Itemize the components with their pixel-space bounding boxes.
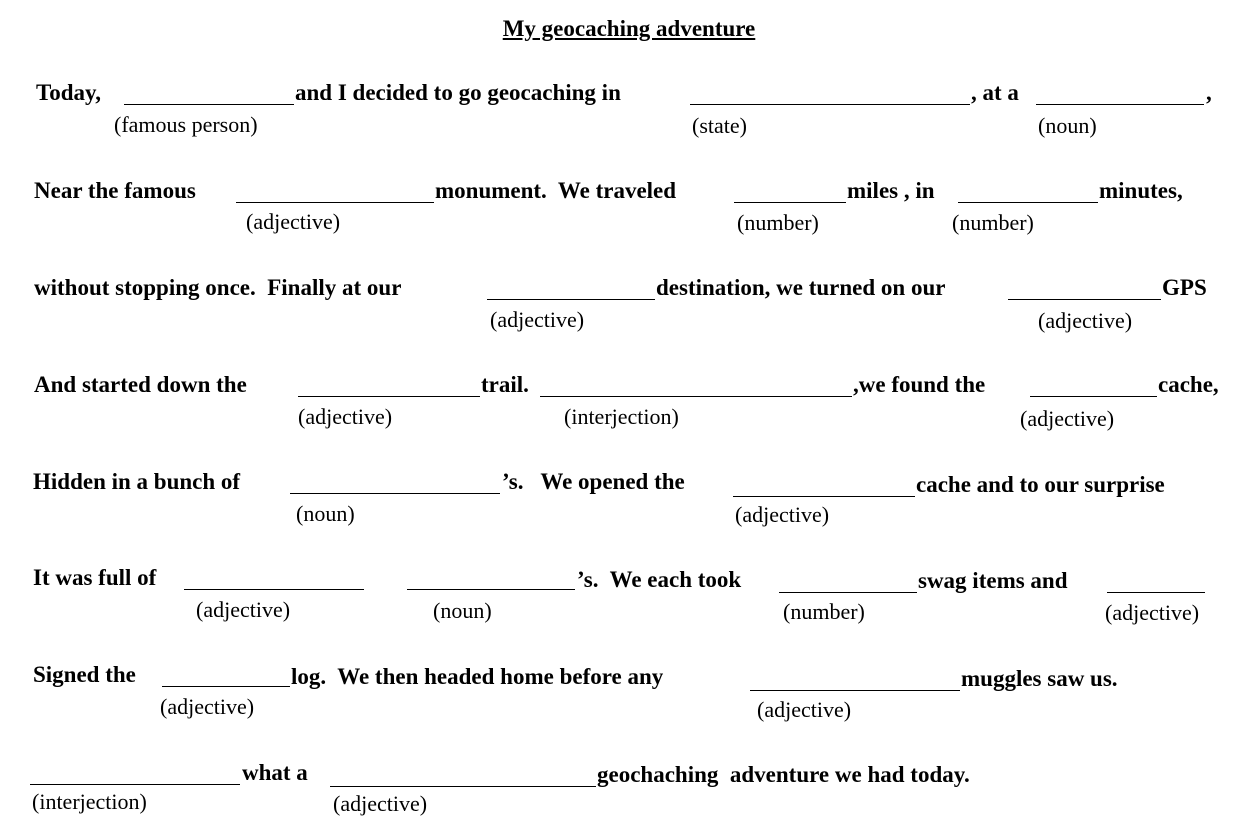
- hint-noun-1: (noun): [1038, 113, 1097, 138]
- line7-text-3: muggles saw us.: [961, 666, 1118, 691]
- line6-text-1: It was full of: [33, 565, 157, 590]
- line4-text-2: trail.: [481, 372, 529, 397]
- blank-adjective-2[interactable]: [487, 299, 655, 300]
- blank-state[interactable]: [690, 104, 970, 105]
- line3-text-2: destination, we turned on our: [656, 275, 946, 300]
- line2-text-2: monument. We traveled: [435, 178, 677, 203]
- blank-adjective-9[interactable]: [162, 686, 290, 687]
- line1-text-4: ,: [1206, 80, 1212, 105]
- line4-text-3: ,we found the: [853, 372, 986, 397]
- blank-adjective-4[interactable]: [298, 396, 480, 397]
- hint-number-2: (number): [952, 210, 1034, 235]
- line5-text-2: ’s. We opened the: [502, 469, 685, 494]
- blank-noun-2[interactable]: [290, 493, 500, 494]
- blank-adjective-6[interactable]: [733, 496, 915, 497]
- hint-interjection-2: (interjection): [32, 789, 147, 814]
- hint-adjective-3: (adjective): [1038, 308, 1133, 333]
- blank-interjection-2[interactable]: [30, 784, 240, 785]
- blank-adjective-1[interactable]: [236, 202, 434, 203]
- blank-adjective-8[interactable]: [1107, 592, 1205, 593]
- hint-adjective-5: (adjective): [1020, 406, 1115, 431]
- line6-text-2: ’s. We each took: [577, 567, 742, 592]
- blank-adjective-7[interactable]: [184, 589, 364, 590]
- blank-number-2[interactable]: [958, 202, 1098, 203]
- hint-noun-3: (noun): [433, 598, 492, 623]
- line8-text-1: what a: [242, 760, 308, 785]
- blank-adjective-11[interactable]: [330, 786, 596, 787]
- blank-noun-3[interactable]: [407, 589, 575, 590]
- hint-adjective-10: (adjective): [757, 697, 852, 722]
- line2-text-1: Near the famous: [34, 178, 196, 203]
- hint-adjective-6: (adjective): [735, 502, 830, 527]
- line3-text-3: GPS: [1162, 275, 1207, 300]
- blank-interjection-1[interactable]: [540, 396, 852, 397]
- hint-adjective-4: (adjective): [298, 404, 393, 429]
- line1-text-1: Today,: [36, 80, 102, 105]
- hint-noun-2: (noun): [296, 501, 355, 526]
- hint-adjective-9: (adjective): [160, 694, 255, 719]
- line1-text-2: and I decided to go geocaching in: [295, 80, 621, 105]
- page-title: My geocaching adventure: [502, 16, 756, 41]
- blank-adjective-10[interactable]: [750, 690, 960, 691]
- hint-adjective-1: (adjective): [246, 209, 341, 234]
- line2-text-4: minutes,: [1099, 178, 1183, 203]
- hint-interjection-1: (interjection): [564, 404, 679, 429]
- line1-text-3: , at a: [971, 80, 1019, 105]
- blank-number-1[interactable]: [734, 202, 846, 203]
- blank-adjective-3[interactable]: [1008, 299, 1161, 300]
- line7-text-2: log. We then headed home before any: [291, 664, 664, 689]
- hint-number-3: (number): [783, 599, 865, 624]
- blank-noun-1[interactable]: [1036, 104, 1204, 105]
- line3-text-1: without stopping once. Finally at our: [34, 275, 402, 300]
- line4-text-4: cache,: [1158, 372, 1219, 397]
- hint-adjective-2: (adjective): [490, 307, 585, 332]
- hint-number-1: (number): [737, 210, 819, 235]
- hint-adjective-7: (adjective): [196, 597, 291, 622]
- line6-text-3: swag items and: [918, 568, 1068, 593]
- line2-text-3: miles , in: [847, 178, 935, 203]
- line5-text-3: cache and to our surprise: [916, 472, 1165, 497]
- blank-number-3[interactable]: [779, 592, 917, 593]
- hint-adjective-11: (adjective): [333, 791, 428, 816]
- line7-text-1: Signed the: [33, 662, 136, 687]
- blank-adjective-5[interactable]: [1030, 396, 1157, 397]
- line4-text-1: And started down the: [34, 372, 247, 397]
- hint-state: (state): [692, 113, 747, 138]
- hint-famous-person: (famous person): [114, 112, 258, 137]
- line8-text-2: geochaching adventure we had today.: [597, 762, 970, 787]
- blank-famous-person[interactable]: [124, 104, 294, 105]
- line5-text-1: Hidden in a bunch of: [33, 469, 241, 494]
- hint-adjective-8: (adjective): [1105, 600, 1200, 625]
